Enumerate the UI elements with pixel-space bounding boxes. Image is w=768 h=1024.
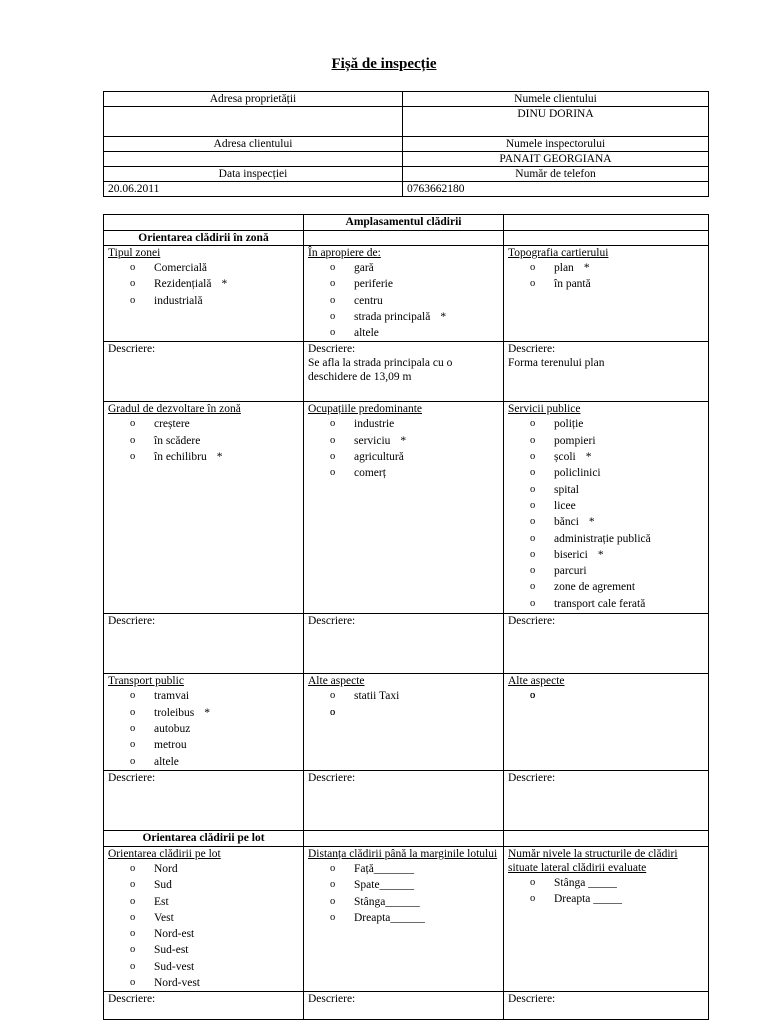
selected-mark: *: [204, 706, 210, 719]
checklist-option[interactable]: [130, 754, 299, 770]
lateral-levels-heading: Număr nivele la structurile de clădiri situate lateral clădirii evaluate: [508, 847, 678, 874]
option-label: creștere: [154, 418, 190, 431]
checklist-option[interactable]: [130, 894, 299, 910]
option-label: industrie: [354, 418, 395, 431]
description-label: Descriere:: [508, 343, 556, 356]
other-aspects-heading: Alte aspecte: [308, 675, 365, 688]
option-label: agricultură: [354, 451, 404, 464]
other-aspects-cell: [304, 674, 504, 770]
topography-heading: Topografia cartierului: [508, 247, 609, 259]
zone-type-description-cell[interactable]: [104, 342, 304, 402]
empty-cell: [104, 215, 304, 231]
checklist-option[interactable]: [330, 877, 499, 893]
checklist-option[interactable]: [530, 465, 704, 481]
description-label: Descriere:: [308, 615, 356, 628]
option-label: Sud-vest: [154, 960, 195, 973]
option-label: transport cale ferată: [554, 597, 646, 610]
option-label: în pantă: [554, 278, 591, 291]
lot-orientation-options: [108, 861, 299, 991]
option-label: parcuri: [554, 565, 587, 578]
option-label: altele: [154, 755, 179, 768]
option-label: centru: [354, 294, 383, 307]
checklist-option[interactable]: [330, 688, 499, 704]
selected-mark: *: [440, 310, 447, 323]
development-cell: [104, 402, 304, 614]
inspector-name-field[interactable]: PANAIT GEORGIANA: [403, 152, 709, 167]
lateral-levels-cell: [504, 846, 709, 991]
checklist-option[interactable]: [130, 449, 299, 465]
checklist-option[interactable]: [530, 449, 704, 465]
checklist-option[interactable]: [530, 563, 704, 579]
inspection-date-field[interactable]: 20.06.2011: [104, 182, 403, 197]
lateral-levels-description-cell[interactable]: [504, 992, 709, 1020]
checklist-option[interactable]: [130, 433, 299, 449]
checklist-option[interactable]: [130, 926, 299, 942]
other-aspects-options: [308, 688, 499, 704]
other-aspects-heading-2: Alte aspecte: [508, 675, 565, 688]
topography-description-cell[interactable]: [504, 342, 709, 402]
topography-description: Forma terenului plan: [508, 357, 605, 370]
option-label: Dreapta _____: [554, 893, 623, 906]
checklist-option[interactable]: [130, 975, 299, 991]
description-label: Descriere:: [308, 993, 356, 1006]
option-label: Stânga _____: [554, 876, 617, 889]
checklist-option[interactable]: [130, 721, 299, 737]
topography-options: [508, 260, 704, 293]
client-address-field[interactable]: [104, 152, 403, 167]
checklist-option[interactable]: [530, 891, 704, 907]
option-label: statii Taxi: [354, 690, 400, 703]
empty-cell: [304, 231, 504, 246]
description-label: Descriere:: [508, 771, 556, 784]
public-services-heading: Servicii publice: [508, 403, 581, 416]
description-label: Descriere:: [108, 771, 156, 784]
checklist-option[interactable]: [530, 498, 704, 514]
option-label: Nord-est: [154, 928, 195, 941]
checklist-option[interactable]: [130, 688, 299, 704]
zone-type-options: [108, 260, 299, 309]
checklist-option[interactable]: [530, 531, 704, 547]
selected-mark: *: [597, 548, 604, 561]
checklist-option[interactable]: [130, 260, 299, 276]
selected-mark: *: [585, 451, 592, 464]
transport-description-cell[interactable]: [104, 770, 304, 830]
zone-type-heading: Tipul zonei: [108, 247, 161, 259]
nearby-heading: În apropiere de:: [308, 247, 381, 259]
description-label: Descriere:: [308, 343, 356, 356]
page-title: Fișă de inspecție: [331, 56, 437, 72]
transport-heading: Transport public: [108, 675, 184, 688]
topography-cell: [504, 246, 709, 342]
option-label: Comercială: [154, 262, 208, 274]
checklist-option[interactable]: [330, 433, 499, 449]
lot-distance-heading: Distanța clădirii până la marginile lotului: [308, 847, 498, 860]
option-label: licee: [554, 499, 576, 512]
orientation-lot-title: Orientarea clădirii pe lot: [104, 830, 304, 846]
option-label: policlinici: [554, 467, 601, 480]
public-services-options: [508, 416, 704, 612]
development-description-cell[interactable]: [104, 614, 304, 674]
description-label: Descriere:: [508, 615, 556, 628]
option-label: serviciu: [354, 434, 391, 447]
option-label: strada principală: [354, 310, 431, 323]
checklist-option[interactable]: [530, 416, 704, 432]
other-aspects-cell-2: [504, 674, 709, 770]
option-label: Nord-vest: [154, 977, 200, 990]
occupations-description-cell[interactable]: [304, 614, 504, 674]
option-label: bănci: [554, 516, 579, 529]
checklist-option[interactable]: [130, 416, 299, 432]
lot-distance-cell: [304, 846, 504, 991]
nearby-cell: [304, 246, 504, 342]
empty-cell: [504, 231, 709, 246]
zone-type-cell: [104, 246, 304, 342]
description-label: Descriere:: [508, 993, 556, 1006]
phone-label: Număr de telefon: [403, 167, 709, 182]
transport-options: [108, 688, 299, 769]
option-label: Spate______: [354, 879, 415, 892]
option-label: Est: [154, 895, 169, 908]
option-label: industrială: [154, 294, 203, 307]
selected-mark: *: [221, 278, 228, 291]
option-label: altele: [354, 327, 379, 340]
checklist-option[interactable]: [330, 894, 499, 910]
occupations-options: [308, 416, 499, 481]
option-label: Sud-est: [154, 944, 189, 957]
checklist-option[interactable]: [530, 482, 704, 498]
option-label: periferie: [354, 278, 393, 291]
checklist-option[interactable]: [330, 449, 499, 465]
checklist-option[interactable]: [330, 260, 499, 276]
development-options: [108, 416, 299, 465]
description-label: Descriere:: [108, 343, 156, 356]
checklist-option[interactable]: [530, 260, 704, 276]
checklist-option[interactable]: [530, 579, 704, 595]
option-label: Față_______: [354, 862, 415, 875]
checklist-option[interactable]: [330, 293, 499, 309]
option-label: Rezidențială: [154, 278, 212, 291]
option-label: zone de agrement: [554, 581, 636, 594]
checklist-option[interactable]: [130, 877, 299, 893]
description-label: Descriere:: [108, 993, 156, 1006]
checklist-option[interactable]: [130, 910, 299, 926]
empty-cell: [504, 830, 709, 846]
inspector-name-label: Numele inspectorului: [403, 137, 709, 152]
client-info-table: [103, 91, 709, 197]
checklist-option[interactable]: [530, 433, 704, 449]
client-name-label: Numele clientului: [403, 92, 709, 107]
checklist-option[interactable]: [130, 737, 299, 753]
client-name-field[interactable]: DINU DORINA: [403, 107, 709, 137]
option-label: poliție: [554, 418, 584, 431]
checklist-option[interactable]: [330, 861, 499, 877]
property-address-label: Adresa proprietății: [104, 92, 403, 107]
option-label: pompieri: [554, 434, 596, 447]
checklist-option[interactable]: [530, 514, 704, 530]
nearby-options: [308, 260, 499, 341]
empty-cell: [504, 215, 709, 231]
selected-mark: *: [216, 451, 223, 464]
location-table: [103, 214, 709, 1020]
option-label: administrație publică: [554, 532, 651, 545]
development-heading: Gradul de dezvoltare în zonă: [108, 403, 241, 416]
occupations-cell: [304, 402, 504, 614]
option-label: troleibus: [154, 706, 195, 719]
lot-orientation-cell: [104, 846, 304, 991]
checklist-option[interactable]: [130, 861, 299, 877]
option-label: metrou: [154, 739, 187, 752]
checklist-option[interactable]: [130, 942, 299, 958]
option-label: comerț: [354, 467, 386, 480]
checklist-option[interactable]: [330, 910, 499, 926]
lot-orientation-description-cell[interactable]: [104, 992, 304, 1020]
lot-distance-description-cell[interactable]: [304, 992, 504, 1020]
other-aspects-description-cell[interactable]: [304, 770, 504, 830]
option-label: Sud: [154, 879, 172, 892]
lot-distance-options: [308, 861, 499, 926]
checklist-option[interactable]: [130, 959, 299, 975]
checklist-option[interactable]: [330, 325, 499, 341]
option-label: Nord: [154, 862, 178, 875]
empty-cell: [304, 830, 504, 846]
lateral-levels-options: [508, 875, 704, 908]
public-services-cell: [504, 402, 709, 614]
description-label: Descriere:: [308, 771, 356, 784]
inspection-date-label: Data inspecției: [104, 167, 403, 182]
option-label: Dreapta______: [354, 911, 425, 924]
checklist-option[interactable]: [330, 416, 499, 432]
option-label: biserici: [554, 548, 588, 561]
nearby-description-cell[interactable]: [304, 342, 504, 402]
checklist-option[interactable]: [130, 705, 299, 721]
selected-mark: *: [400, 434, 407, 447]
selected-mark: *: [583, 262, 590, 274]
option-label: Vest: [154, 911, 174, 924]
phone-field[interactable]: 0763662180: [403, 182, 709, 197]
checklist-option[interactable]: [330, 309, 499, 325]
checklist-option[interactable]: [530, 547, 704, 563]
lot-orientation-heading: Orientarea clădirii pe lot: [108, 847, 221, 860]
option-label: plan: [554, 262, 574, 274]
checklist-option[interactable]: [330, 465, 499, 481]
checklist-option[interactable]: [530, 596, 704, 612]
option-label: tramvai: [154, 690, 190, 703]
checklist-option[interactable]: [330, 276, 499, 292]
checklist-option[interactable]: [530, 875, 704, 891]
option-label: gară: [354, 262, 374, 274]
occupations-heading: Ocupațiile predominante: [308, 403, 423, 416]
option-label: Stânga______: [354, 895, 420, 908]
checklist-option[interactable]: [530, 276, 704, 292]
option-label: spital: [554, 483, 579, 496]
location-title: Amplasamentul clădirii: [304, 215, 504, 231]
checklist-option[interactable]: [130, 293, 299, 309]
property-address-field[interactable]: [104, 107, 403, 137]
option-label: în echilibru: [154, 451, 207, 464]
selected-mark: *: [588, 516, 595, 529]
other-aspects-description-cell-2[interactable]: [504, 770, 709, 830]
orientation-zone-title: Orientarea clădirii în zonă: [104, 231, 304, 246]
checklist-option[interactable]: [130, 276, 299, 292]
option-label: în scădere: [154, 434, 201, 447]
option-label: școli: [554, 451, 576, 464]
nearby-description: Se afla la strada principala cu o deschidere de 13,09 m: [308, 357, 453, 384]
description-label: Descriere:: [108, 615, 156, 628]
public-services-description-cell[interactable]: [504, 614, 709, 674]
client-address-label: Adresa clientului: [104, 137, 403, 152]
transport-cell: [104, 674, 304, 770]
option-label: autobuz: [154, 723, 191, 736]
